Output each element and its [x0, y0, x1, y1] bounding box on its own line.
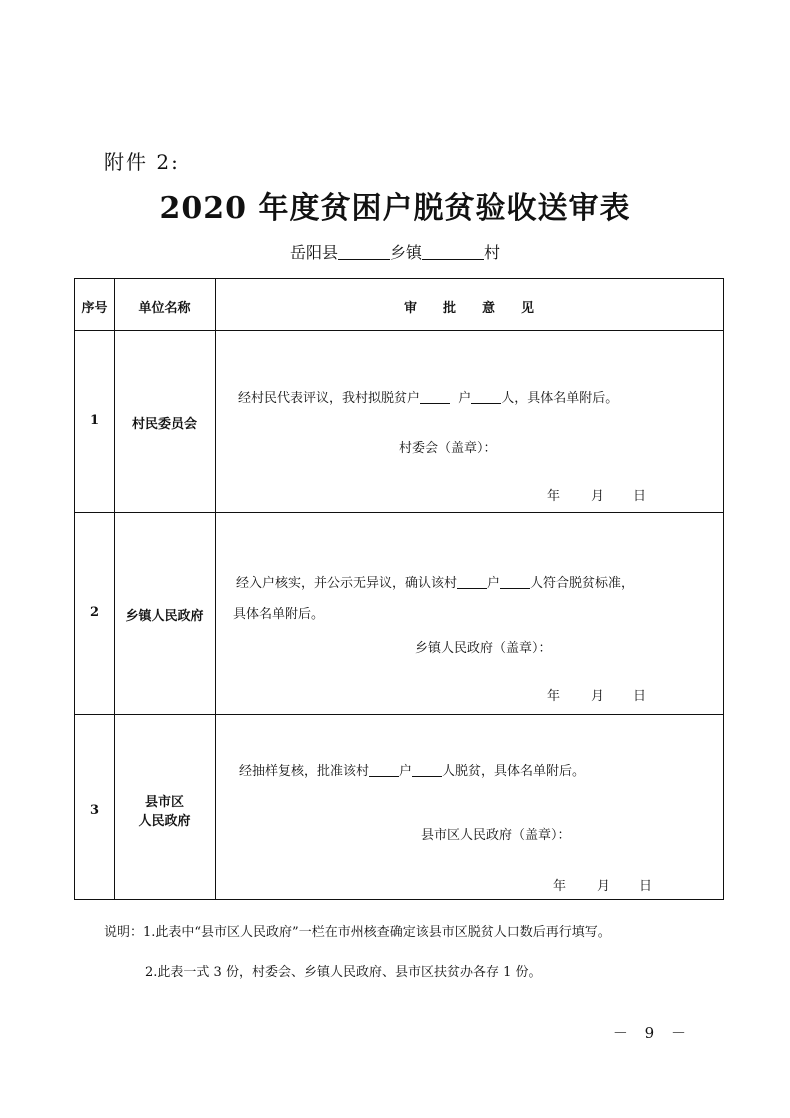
row-2-seal: 乡镇人民政府（盖章）：: [415, 641, 552, 656]
row-3-date-year: 年: [553, 879, 567, 894]
row-1-date-year: 年: [547, 489, 561, 504]
township-label: 乡镇: [389, 243, 422, 262]
row-2-text-a: 经入户核实，并公示无异议，确认该村: [236, 576, 458, 591]
row-3-unit-line1: 县市区: [144, 795, 184, 810]
row-1-blank-people: [471, 390, 501, 404]
row-1-text-b: 户: [458, 391, 472, 406]
row-divider: [75, 512, 723, 513]
row-1-text-a: 经村民代表评议，我村拟脱贫户: [238, 391, 421, 406]
row-1-seq: 1: [89, 413, 100, 428]
row-3-date-month: 月: [597, 879, 611, 894]
location-line: [0, 240, 790, 263]
row-3-text-c: 人脱贫，具体名单附后。: [442, 764, 586, 779]
header-seq: 序号: [81, 301, 108, 316]
row-3-text-b: 户: [399, 764, 413, 779]
row-2-blank-households: [457, 575, 487, 589]
row-2-date-day: 日: [633, 689, 647, 704]
row-3-blank-households: [369, 763, 399, 777]
page-number: － 9 －: [612, 1024, 692, 1042]
village-blank: [422, 243, 484, 260]
row-1-text-c: 人，具体名单附后。: [501, 391, 619, 406]
row-3-unit-line2: 人民政府: [138, 814, 191, 829]
row-1-seal: 村委会（盖章）：: [399, 441, 497, 456]
row-3-seq: 3: [89, 803, 100, 818]
row-2-text-b: 户: [487, 576, 501, 591]
row-1-opinion: [238, 387, 618, 406]
header-unit: 单位名称: [138, 301, 191, 316]
approval-table: [74, 278, 724, 900]
row-2-unit: 乡镇人民政府: [125, 609, 204, 624]
village-label: 村: [484, 243, 501, 262]
row-divider: [75, 714, 723, 715]
row-2-seq: 2: [89, 605, 100, 620]
header-opinion: 审 批 意 见: [403, 301, 534, 316]
row-3-text-a: 经抽样复核，批准该村: [239, 764, 370, 779]
row-3-blank-people: [412, 763, 442, 777]
row-3-opinion: [239, 760, 585, 779]
attachment-label: 附件 2:: [104, 150, 180, 174]
row-2-text-c: 人符合脱贫标准，: [530, 576, 635, 591]
row-2-blank-people: [500, 575, 530, 589]
row-2-date-year: 年: [547, 689, 561, 704]
row-3-seal: 县市区人民政府（盖章）：: [421, 828, 571, 843]
document-title: 2020 年度贫困户脱贫验收送审表: [159, 191, 631, 226]
township-blank: [338, 243, 390, 260]
row-1-date-month: 月: [591, 489, 605, 504]
note-1: 说明：1.此表中“县市区人民政府”一栏在市州核查确定该县市区脱贫人口数后再行填写。: [104, 925, 611, 940]
row-3-date-day: 日: [639, 879, 653, 894]
row-divider: [75, 330, 723, 331]
county-label: 岳阳县: [289, 243, 338, 262]
column-divider: [215, 279, 216, 899]
row-1-blank-households: [420, 390, 450, 404]
row-1-unit: 村民委员会: [131, 417, 197, 432]
row-2-date-month: 月: [591, 689, 605, 704]
row-2-opinion-line1: [236, 572, 634, 591]
row-1-date-day: 日: [633, 489, 647, 504]
note-2: 2.此表一式 3 份，村委会、乡镇人民政府、县市区扶贫办各存 1 份。: [145, 965, 542, 980]
row-2-opinion-line2: 具体名单附后。: [233, 607, 325, 622]
